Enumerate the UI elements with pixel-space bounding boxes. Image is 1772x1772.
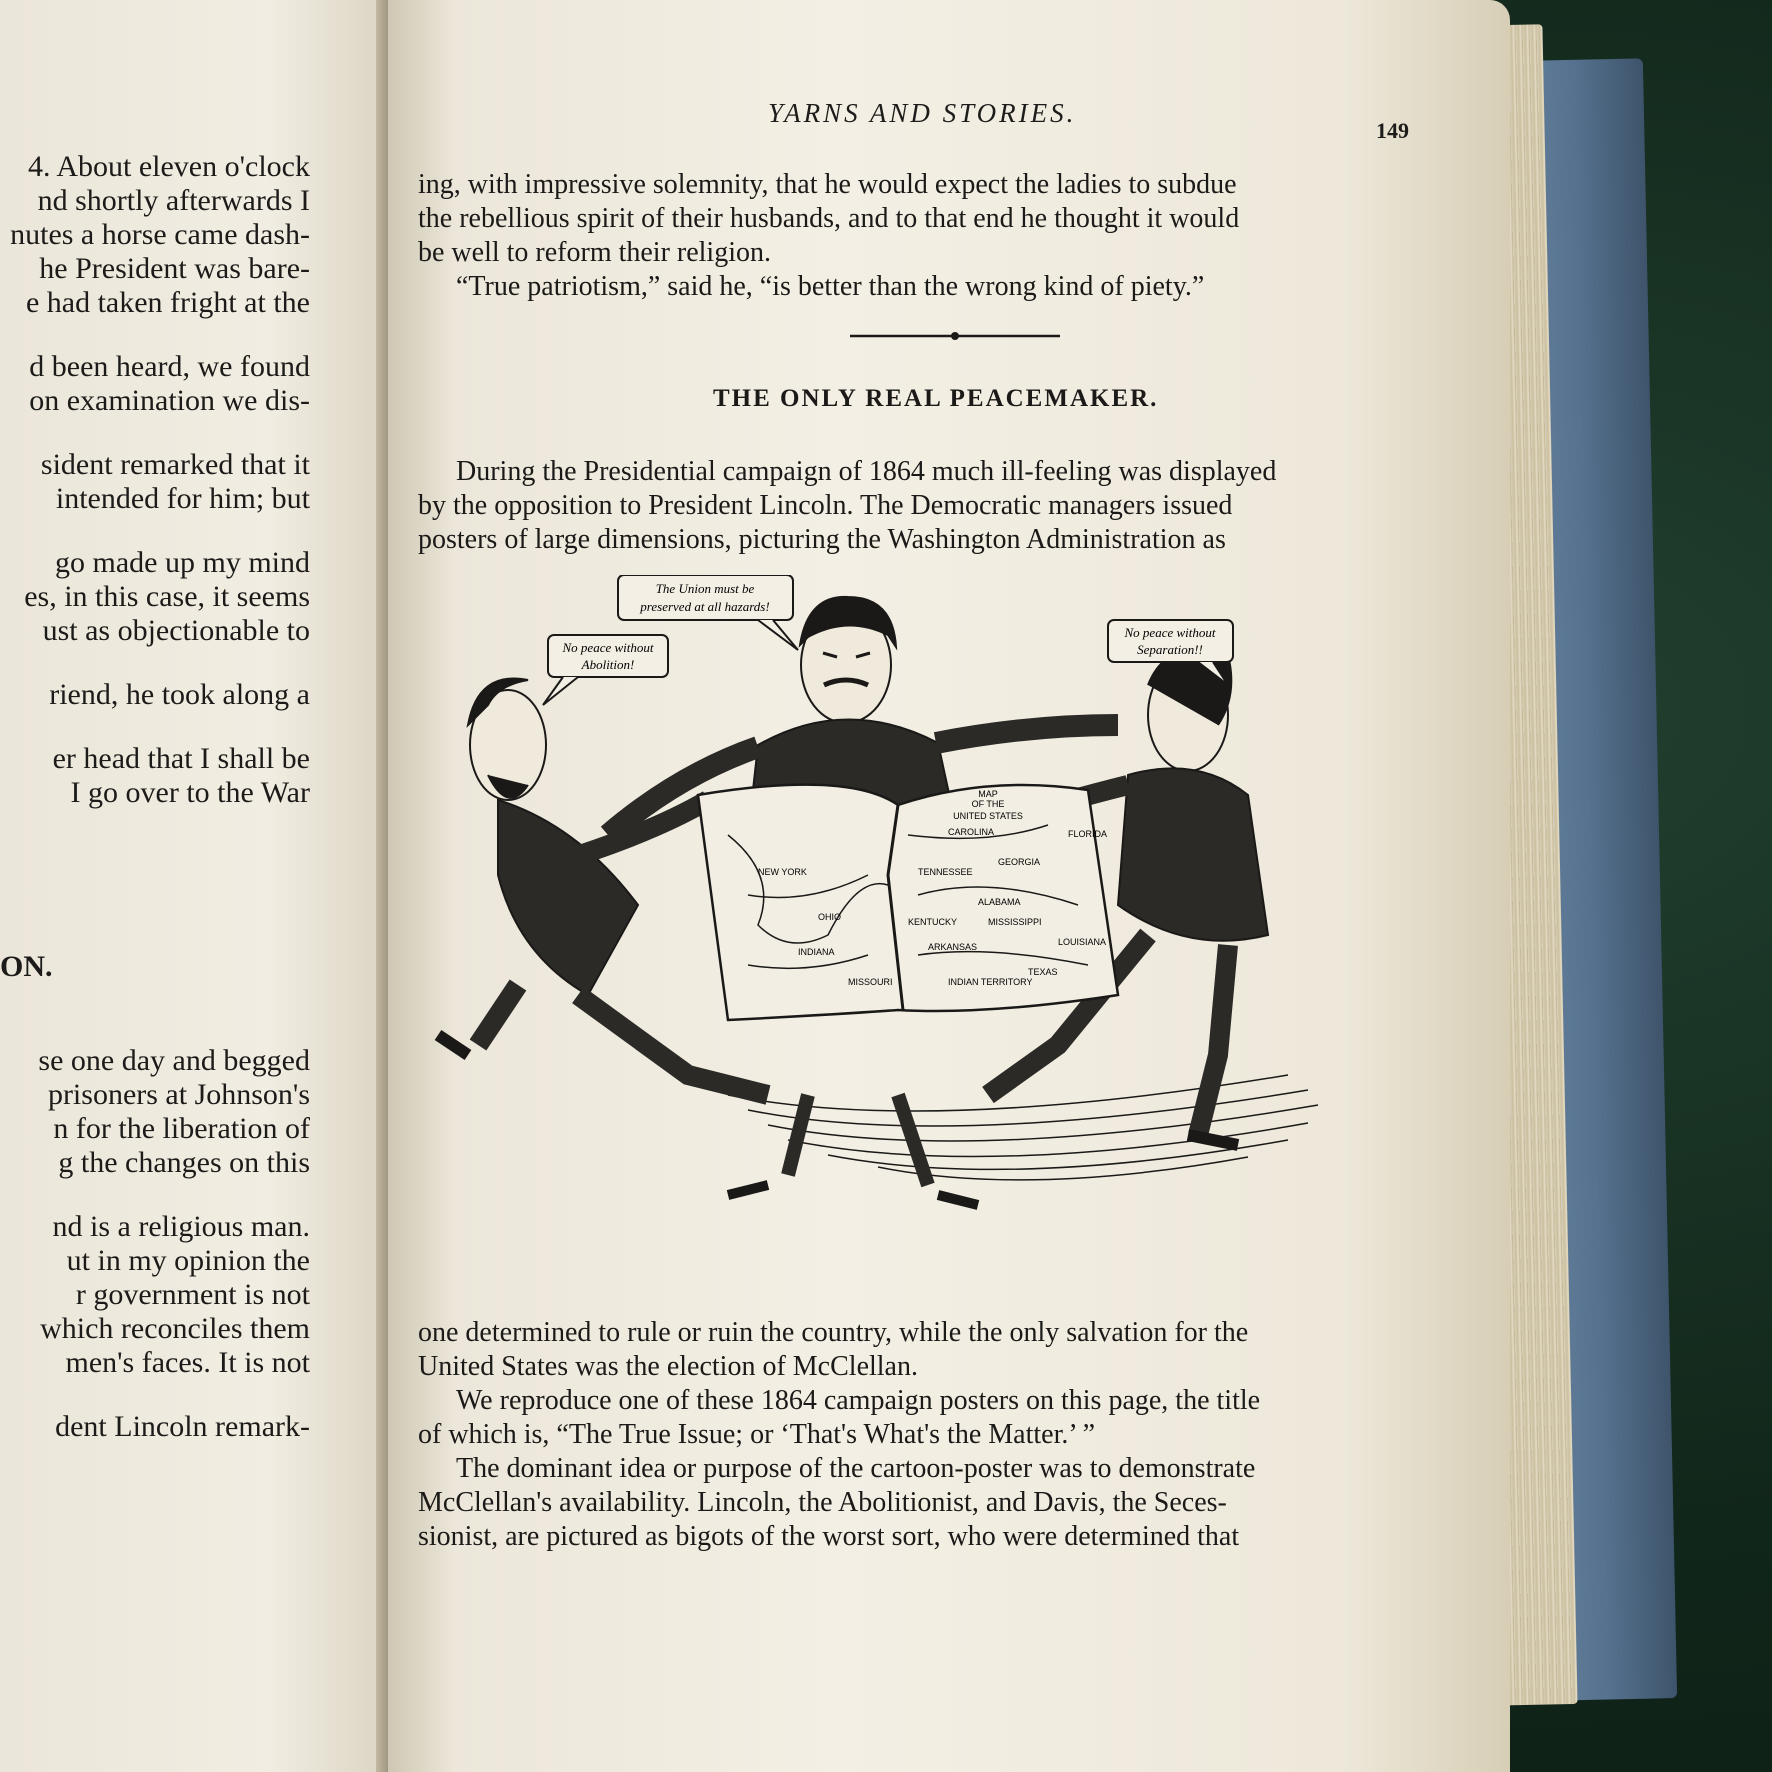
left-line: on examination we dis-: [29, 384, 310, 417]
text-line: We reproduce one of these 1864 campaign posters on this page, the title: [456, 1385, 1261, 1416]
left-line: I go over to the War: [70, 776, 310, 809]
left-line: riend, he took along a: [49, 678, 310, 711]
map-label: CAROLINA: [948, 827, 995, 837]
intro-paragraph: [418, 455, 1478, 557]
left-line: se one day and begged: [38, 1044, 310, 1077]
map-label: INDIANA: [798, 947, 835, 957]
map-title-1: MAP: [978, 789, 998, 799]
left-page: [0, 0, 400, 1772]
bubble-left-line1: No peace without: [562, 640, 654, 655]
bubble-center-line2: preserved at all hazards!: [640, 599, 770, 614]
bubble-center-line1: The Union must be: [655, 581, 755, 596]
left-line: g the changes on this: [58, 1146, 310, 1179]
left-line: prisoners at Johnson's: [47, 1078, 310, 1111]
left-line: 4. About eleven o'clock: [28, 150, 310, 183]
map-label: ALABAMA: [978, 897, 1021, 907]
left-line: ut in my opinion the: [66, 1244, 310, 1277]
text-line: ing, with impressive solemnity, that he would expect the ladies to subdue: [418, 169, 1237, 200]
map-label: MISSOURI: [848, 977, 893, 987]
text-line: by the opposition to President Lincoln. The Democratic managers issued: [418, 490, 1233, 521]
quote-line: “True patriotism,” said he, “is better than the wrong kind of piety.”: [456, 271, 1205, 302]
section-title: THE ONLY REAL PEACEMAKER.: [713, 385, 1159, 412]
left-line: nd is a religious man.: [52, 1210, 310, 1243]
map-label: LOUISIANA: [1058, 937, 1107, 947]
map-label: INDIAN TERRITORY: [948, 977, 1033, 987]
left-line: he President was bare-: [39, 252, 310, 285]
top-paragraph: [418, 168, 1478, 304]
map-label: TENNESSEE: [918, 867, 973, 877]
text-line: The dominant idea or purpose of the cartoon-poster was to demonstrate: [456, 1453, 1256, 1484]
text-line: the rebellious spirit of their husbands, and to that end he thought it would: [418, 203, 1240, 234]
text-line: be well to reform their religion.: [418, 237, 771, 268]
text-line: sionist, are pictured as bigots of the worst sort, who were determined that: [418, 1521, 1240, 1552]
bubble-right-line1: No peace without: [1124, 625, 1216, 640]
text-line: of which is, “The True Issue; or ‘That's What's the Matter.’ ”: [418, 1419, 1096, 1450]
map-label: GEORGIA: [998, 857, 1041, 867]
left-line: men's faces. It is not: [65, 1346, 310, 1379]
text-line: United States was the election of McClellan.: [418, 1351, 918, 1382]
left-line: which reconciles them: [40, 1312, 310, 1345]
left-line: d been heard, we found: [29, 350, 310, 383]
bubble-right-line2: Separation!!: [1137, 642, 1203, 657]
left-line: go made up my mind: [55, 546, 310, 579]
left-page-text: [0, 150, 310, 1444]
map-label: FLORIDA: [1068, 829, 1108, 839]
left-line: intended for him; but: [55, 482, 310, 515]
map-label: MISSISSIPPI: [988, 917, 1042, 927]
left-line: es, in this case, it seems: [24, 580, 310, 613]
page-number: 149: [1376, 118, 1409, 143]
left-line: ust as objectionable to: [42, 614, 310, 647]
right-page: [388, 0, 1510, 1772]
ground-shadow-hatching: [728, 1075, 1318, 1180]
left-line: sident remarked that it: [40, 448, 310, 481]
bubble-left-line2: Abolition!: [581, 657, 635, 672]
text-line: posters of large dimensions, picturing the Washington Administration as: [418, 524, 1226, 555]
left-line: r government is not: [75, 1278, 310, 1311]
left-line: n for the liberation of: [53, 1112, 310, 1145]
map-label: OHIO: [818, 912, 842, 922]
text-line: one determined to rule or ruin the country, while the only salvation for the: [418, 1317, 1249, 1348]
map-label: KENTUCKY: [908, 917, 958, 927]
after-cartoon-paragraph: [418, 1316, 1478, 1554]
left-line: er head that I shall be: [52, 742, 310, 775]
map-title-2: OF THE: [971, 799, 1005, 809]
text-line: McClellan's availability. Lincoln, the Abolitionist, and Davis, the Seces-: [418, 1487, 1227, 1518]
map-label: TEXAS: [1028, 967, 1058, 977]
left-line: e had taken fright at the: [25, 286, 310, 319]
map-title-3: UNITED STATES: [953, 811, 1023, 821]
section-divider: [850, 330, 1060, 342]
left-line: dent Lincoln remark-: [55, 1410, 310, 1443]
text-line: During the Presidential campaign of 1864 much ill-feeling was displayed: [456, 456, 1277, 487]
left-section-heading: ON.: [0, 950, 53, 983]
map-label: NEW YORK: [758, 867, 807, 877]
left-line: nutes a horse came dash-: [10, 218, 310, 251]
left-line: nd shortly afterwards I: [37, 184, 310, 217]
torn-map: [698, 785, 1118, 1020]
running-head: YARNS AND STORIES.: [768, 98, 1077, 128]
map-label: ARKANSAS: [928, 942, 978, 952]
campaign-cartoon: [428, 575, 1408, 1275]
